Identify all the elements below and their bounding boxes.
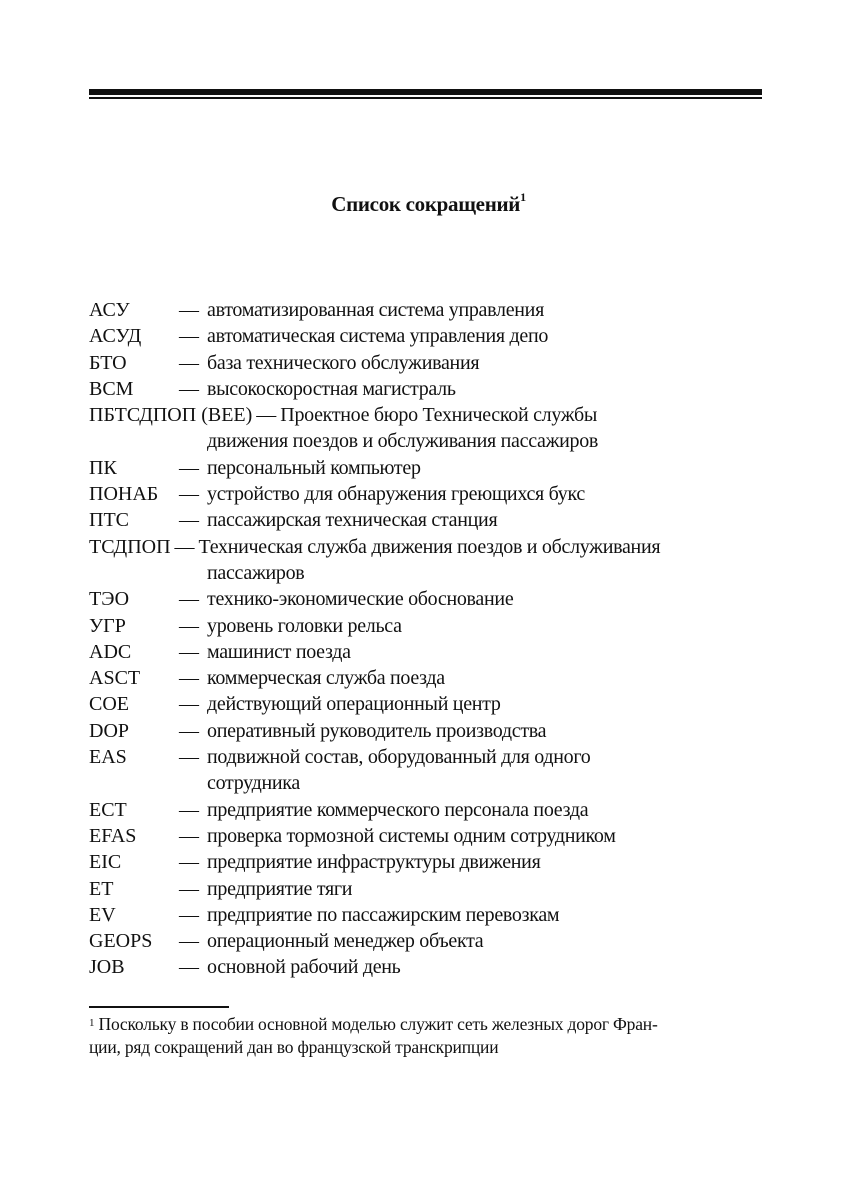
abbreviation: ASCT	[89, 667, 141, 690]
definition: предприятие инфраструктуры движения	[207, 851, 541, 874]
abbreviation: ET	[89, 877, 114, 900]
list-item	[89, 744, 769, 770]
list-item	[89, 507, 769, 533]
list-item	[89, 534, 769, 560]
definition: подвижной состав, оборудованный для одного	[207, 746, 591, 769]
definition: предприятие по пассажирским перевозкам	[207, 903, 560, 926]
dash: —	[179, 930, 199, 953]
dash: —	[179, 956, 199, 979]
abbreviation-list	[89, 297, 769, 981]
title-footnote-mark: 1	[520, 190, 526, 204]
header-rule-thick	[89, 89, 762, 95]
dash: —	[179, 614, 199, 637]
definition: технико-экономические обоснование	[207, 588, 514, 611]
definition: проверка тормозной системы одним сотрудником	[207, 824, 616, 847]
abbreviation: ТСДПОП	[89, 535, 171, 558]
abbreviation: ADC	[89, 640, 132, 663]
definition-continuation: движения поездов и обслуживания пассажиров	[207, 430, 599, 453]
abbreviation: ПБТСДПОП (BEE)	[89, 404, 253, 427]
abbreviation: УГР	[89, 614, 126, 637]
page-title	[0, 192, 857, 217]
list-item	[89, 297, 769, 323]
dash: —	[179, 824, 199, 847]
dash: —	[179, 640, 199, 663]
definition: машинист поезда	[207, 640, 351, 663]
abbreviation: ПК	[89, 456, 117, 479]
footnote-line-1	[89, 1013, 749, 1036]
list-item	[89, 402, 769, 428]
footnote-mark: 1	[89, 1017, 95, 1029]
abbreviation: ТЭО	[89, 588, 130, 611]
definition: коммерческая служба поезда	[207, 667, 445, 690]
dash: —	[179, 903, 199, 926]
dash: —	[179, 851, 199, 874]
definition: операционный менеджер объекта	[207, 930, 484, 953]
list-item	[89, 691, 769, 717]
definition: действующий операционный центр	[207, 693, 501, 716]
abbreviation: АСУД	[89, 325, 142, 348]
header-rule-thin	[89, 97, 762, 99]
abbreviation: EAS	[89, 746, 127, 769]
list-item	[89, 586, 769, 612]
dash: —	[179, 693, 199, 716]
list-item	[89, 876, 769, 902]
definition: персональный компьютер	[207, 456, 421, 479]
list-item	[89, 718, 769, 744]
dash: —	[174, 535, 195, 558]
definition: база технического обслуживания	[207, 351, 480, 374]
abbreviation: COE	[89, 693, 129, 716]
definition-continuation: пассажиров	[207, 561, 305, 584]
footnote	[89, 1013, 749, 1059]
list-item	[89, 928, 769, 954]
list-item	[89, 823, 769, 849]
list-item	[89, 902, 769, 928]
definition: высокоскоростная магистраль	[207, 377, 456, 400]
abbreviation: ПОНАБ	[89, 483, 159, 506]
abbreviation: ПТС	[89, 509, 129, 532]
list-item	[89, 954, 769, 980]
dash: —	[179, 325, 199, 348]
dash: —	[179, 588, 199, 611]
dash: —	[179, 351, 199, 374]
abbreviation: EV	[89, 903, 116, 926]
abbreviation: DOP	[89, 719, 130, 742]
list-item	[89, 639, 769, 665]
abbreviation: GEOPS	[89, 930, 153, 953]
abbreviation: EIC	[89, 851, 122, 874]
list-item	[89, 376, 769, 402]
definition-continuation: сотрудника	[207, 772, 300, 795]
dash: —	[179, 456, 199, 479]
dash: —	[179, 299, 199, 321]
title-text: Список сокращений	[331, 192, 521, 216]
dash: —	[179, 377, 199, 400]
dash: —	[256, 404, 277, 427]
list-item	[89, 849, 769, 875]
definition: оперативный руководитель производства	[207, 719, 547, 742]
dash: —	[179, 719, 199, 742]
list-item	[89, 455, 769, 481]
dash: —	[179, 798, 199, 821]
dash: —	[179, 509, 199, 532]
abbreviation: ECT	[89, 798, 127, 821]
footnote-rule	[89, 1006, 229, 1008]
definition: предприятие коммерческого персонала поезда	[207, 798, 589, 821]
definition: уровень головки рельса	[207, 614, 402, 637]
abbreviation: EFAS	[89, 824, 137, 847]
footnote-line-2: ции, ряд сокращений дан во французской транскрипции	[89, 1037, 499, 1057]
list-item	[89, 481, 769, 507]
list-item	[89, 350, 769, 376]
definition: основной рабочий день	[207, 956, 401, 979]
abbreviation: JOB	[89, 956, 125, 979]
definition: пассажирская техническая станция	[207, 509, 498, 532]
dash: —	[179, 667, 199, 690]
definition: устройство для обнаружения греющихся букс	[207, 483, 585, 506]
definition: Проектное бюро Технической службы	[280, 404, 598, 427]
definition: Техническая служба движения поездов и обслуживания	[198, 535, 661, 558]
dash: —	[179, 746, 199, 769]
definition: предприятие тяги	[207, 877, 353, 900]
abbreviation: БТО	[89, 351, 127, 374]
footnote-text-1: Поскольку в пособии основной моделью служит сеть железных дорог Фран-	[98, 1014, 658, 1034]
list-item	[89, 613, 769, 639]
definition: автоматизированная система управления	[207, 299, 544, 321]
list-item	[89, 665, 769, 691]
list-item	[89, 797, 769, 823]
dash: —	[179, 877, 199, 900]
abbreviation: АСУ	[89, 299, 130, 321]
list-item	[89, 323, 769, 349]
abbreviation: ВСМ	[89, 377, 134, 400]
definition: автоматическая система управления депо	[207, 325, 549, 348]
dash: —	[179, 483, 199, 506]
